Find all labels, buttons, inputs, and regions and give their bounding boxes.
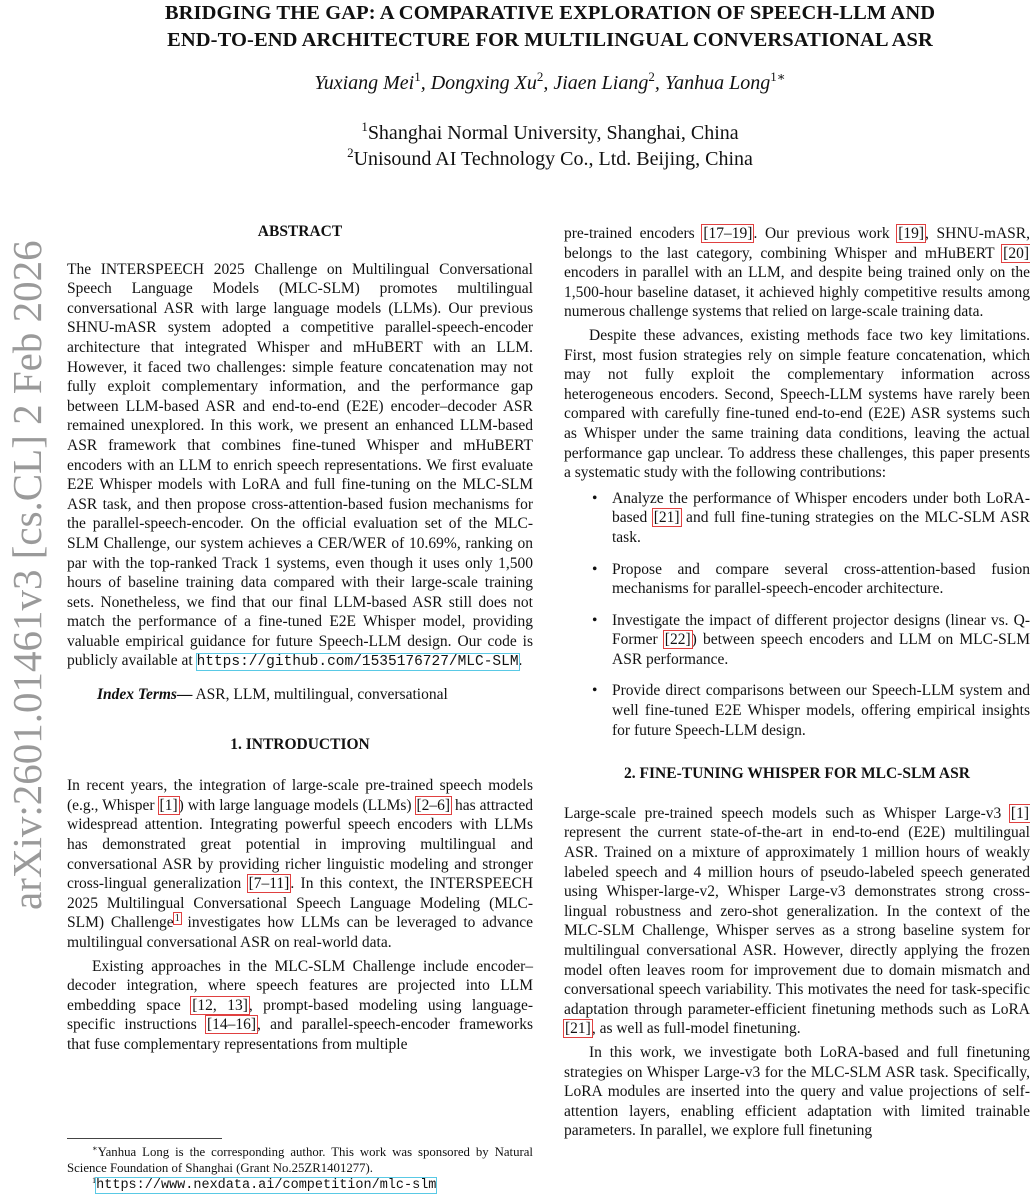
- citation[interactable]: [19]: [898, 225, 925, 242]
- right-column: [564, 224, 1030, 1141]
- affiliation-2: $^2$Unisound AI Technology Co., Ltd. Beijing, China: [347, 145, 753, 170]
- bullet-icon: •: [592, 682, 598, 700]
- section-2-paragraph-1: Large-scale pre-trained speech models such as Whisper Large-v3 [1] represent the current state-of-the-art in end-to-end (E2E) multilingual ASR. Trained on a mixture of approximately 1 million hours of weakly labeled speech and 4 million hours of pseudo-labeled speech generated using Whisper-large-v2, Whisper Large-v3 demonstrates strong cross-lingual robustness and zero-shot generalization. In the context of the MLC-SLM Challenge, Whisper serves as a strong baseline system for multilingual conversational ASR. However, directly applying the frozen model often leaves room for improvement due to domain mismatch and conversational speech variability. This motivates the need for task-specific adaptation through parameter-efficient finetuning methods such as LoRA [21], as well as full-model finetuning.: [564, 804, 1030, 1038]
- corresponding-author-footnote: ∗Yanhua Long is the corresponding author. This work was sponsored by Natural Science Foundation of Shanghai (Grant No.25ZR1401277).: [67, 1144, 533, 1175]
- footnote-marker[interactable]: 1: [174, 913, 180, 925]
- challenge-link[interactable]: https://www.nexdata.ai/competition/mlc-slm: [96, 1178, 437, 1193]
- citation[interactable]: [2–6]: [416, 796, 451, 814]
- citation[interactable]: [21]: [565, 1020, 591, 1038]
- citation[interactable]: [17–19]: [703, 225, 753, 242]
- paper-title: [70, 0, 1030, 54]
- citation[interactable]: [1]: [159, 796, 178, 814]
- author-list: [70, 69, 1030, 95]
- bullet-icon: •: [592, 489, 598, 507]
- author: Yanhua Long$^{1∗}$: [664, 69, 786, 94]
- footnotes: [67, 1144, 533, 1194]
- intro-paragraph-2: Existing approaches in the MLC-SLM Challenge include encoder–decoder integration, where speech features are projected into LLM embedding space [12, 13], prompt-based modeling using language-specific instructions [14–16], and parallel-speech-encoder frameworks that fuse complementary representations from multiple: [67, 957, 534, 1053]
- citation[interactable]: [12, 13]: [192, 996, 248, 1014]
- arxiv-identifier: arXiv:2601.01461v3 [cs.CL] 2 Feb 2026: [4, 240, 50, 910]
- code-link[interactable]: https://github.com/1535176727/MLC-SLM: [196, 654, 519, 671]
- citation[interactable]: [14–16]: [206, 1016, 257, 1034]
- author: Jiaen Liang$^2$,: [553, 69, 665, 94]
- section-2-paragraph-2: In this work, we investigate both LoRA-based and full finetuning strategies on Whisper Large-v3 for the MLC-SLM ASR task. Specifically, LoRA modules are inserted into the query and value projections of self-attention layers, enabling efficient adaptation with limited trainable parameters. In parallel, we explore full finetuning: [564, 1043, 1030, 1140]
- bullet-icon: •: [592, 560, 598, 578]
- affiliation-1: $^1$Shanghai Normal University, Shanghai, China: [361, 119, 739, 144]
- citation[interactable]: [20]: [1003, 244, 1029, 262]
- list-item: • Propose and compare several cross-attention-based fusion mechanisms for parallel-speech-encoder architecture.: [592, 560, 1030, 598]
- intro-paragraph-3: pre-trained encoders [17–19]. Our previous work [19], SHNU-mASR, belongs to the last category, combining Whisper and mHuBERT [20] encoders in parallel with an LLM, and despite being trained only on the 1,500-hour baseline dataset, it achieved highly competitive results among numerous challenge systems that relied on large-scale training data.: [564, 225, 1030, 321]
- intro-paragraph-1: In recent years, the integration of large-scale pre-trained speech models (e.g., Whisper [1]) with large language models (LLMs) [2–6] has attracted widespread attention. Integrating powerful speech encoders with LLMs has demonstrated great potential in improving multilingual and conversational ASR by providing richer linguistic modeling and stronger cross-lingual generalization [7–11]. In this context, the INTERSPEECH 2025 Multilingual Conversational Speech Language Modeling (MLC-SLM) Challenge$^1$ investigates how LLMs can be leveraged to advance multilingual conversational ASR on real-world data.: [67, 777, 534, 951]
- citation[interactable]: [7–11]: [248, 875, 290, 893]
- citation[interactable]: [21]: [653, 509, 680, 527]
- section-2-heading: 2. FINE-TUNING WHISPER FOR MLC-SLM ASR: [624, 765, 970, 783]
- abstract-body: The INTERSPEECH 2025 Challenge on Multilingual Conversational Speech Language Models (MLC-SLM) promotes multilingual conversational ASR with large language models (LLMs). Our previous SHNU-mASR system adopted a competitive parallel-speech-encoder architecture that integrated Whisper and mHuBERT with an LLM. However, it faced two challenges: simple feature concatenation may not fully exploit complementary information, and the performance gap between LLM-based ASR and end-to-end (E2E) encoder–decoder ASR remained unexplored. In this work, we present an enhanced LLM-based ASR framework that combines fine-tuned Whisper and mHuBERT encoders with an LLM to enrich speech representations. We first evaluate E2E Whisper models with LoRA and full fine-tuning on the MLC-SLM ASR task, and then propose cross-attention-based fusion mechanisms for the parallel-speech-encoder. On the official evaluation set of the MLC-SLM Challenge, our system achieves a CER/WER of 10.69%, ranking on par with the top-ranked Track 1 systems, even though it uses only 1,500 hours of baseline training data compared with their large-scale training sets. Nonetheless, we find that our final LLM-based ASR still does not match the performance of a fine-tuned E2E Whisper model, providing valuable empirical guidance for future Speech-LLM design. Our code is publicly available at https://github.com/1535176727/MLC-SLM.: [67, 260, 533, 671]
- author: Dongxing Xu$^2$,: [430, 69, 554, 94]
- list-item: • Analyze the performance of Whisper encoders under both LoRA-based [21] and full fine-tuning strategies on the MLC-SLM ASR task.: [592, 489, 1030, 546]
- contributions-list: [564, 489, 1030, 741]
- citation[interactable]: [22]: [664, 631, 691, 649]
- intro-paragraph-4: Despite these advances, existing methods face two key limitations. First, most fusion strategies rely on simple feature concatenation, which may not fully exploit the complementary information across heterogeneous encoders. Second, Speech-LLM systems have rarely been compared with carefully fine-tuned end-to-end (E2E) ASR systems such as Whisper under the same training data conditions, leaving the actual performance gap unclear. To address these challenges, this paper presents a systematic study with the following contributions:: [564, 326, 1030, 482]
- list-item: • Investigate the impact of different projector designs (linear vs. Q-Former [22]) between speech encoders and LLM on MLC-SLM ASR performance.: [592, 611, 1030, 668]
- citation[interactable]: [1]: [1010, 804, 1029, 822]
- title-line-1: BRIDGING THE GAP: A COMPARATIVE EXPLORATION OF SPEECH-LLM AND: [164, 2, 936, 24]
- introduction-heading: 1. INTRODUCTION: [230, 735, 370, 753]
- bullet-icon: •: [592, 611, 598, 629]
- index-terms: Index Terms— ASR, LLM, multilingual, conversational: [97, 686, 448, 704]
- challenge-url-footnote: $^1$https://www.nexdata.ai/competition/mlc-slm: [92, 1176, 437, 1193]
- title-line-2: END-TO-END ARCHITECTURE FOR MULTILINGUAL CONVERSATIONAL ASR: [167, 29, 933, 51]
- abstract-heading: ABSTRACT: [257, 223, 343, 240]
- list-item: • Provide direct comparisons between our Speech-LLM system and well fine-tuned E2E Whisper models, offering empirical insights for future Speech-LLM design.: [592, 682, 1030, 739]
- footnote-rule: [67, 1138, 222, 1139]
- left-column: [67, 222, 533, 1055]
- author: Yuxiang Mei$^1$,: [314, 69, 431, 94]
